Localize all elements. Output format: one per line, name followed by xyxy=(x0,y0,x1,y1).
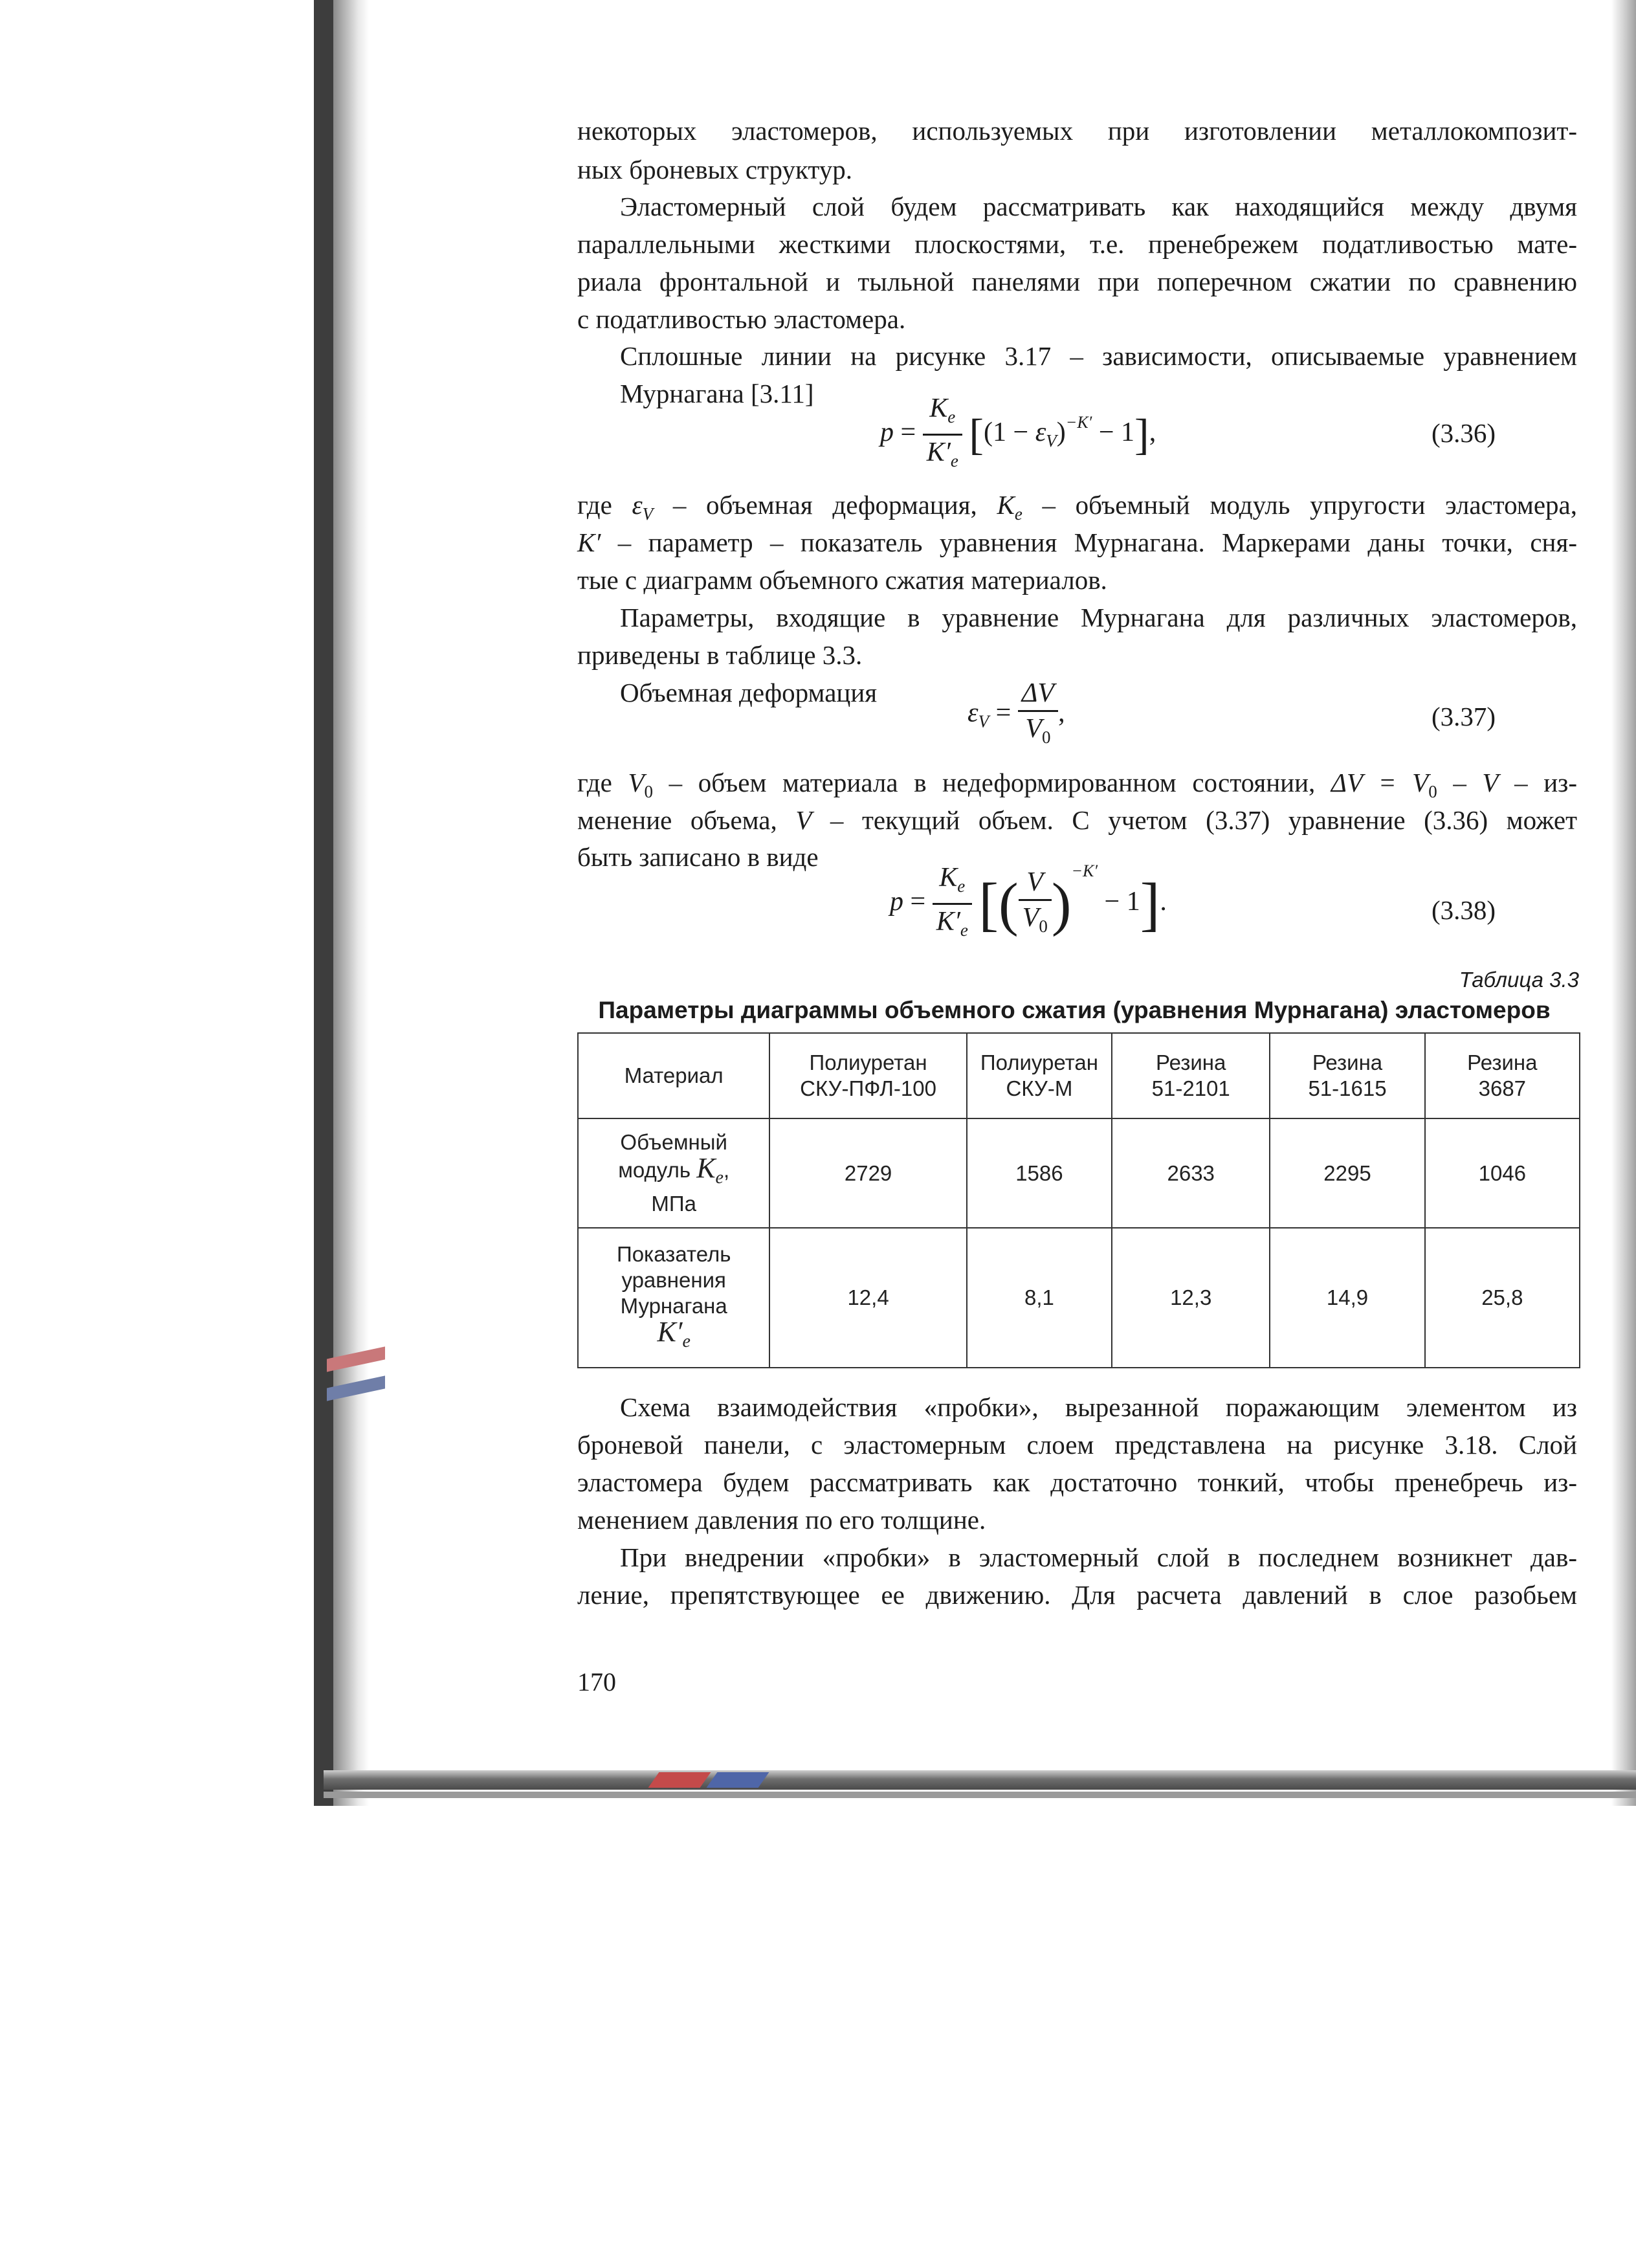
table-header-cell: Резина 51-2101 xyxy=(1112,1033,1270,1118)
equation-3-36: p = $\frac{K_e}{K'_e}$ $[(1 - \varepsilon_V)^{-K'} - 1]$, xyxy=(880,392,1156,478)
text-line: Схема взаимодействия «пробки», вырезанной поражающим элементом из xyxy=(620,1392,1577,1422)
equation-number: (3.38) xyxy=(1432,895,1496,925)
text-line: быть записано в виде xyxy=(577,842,819,872)
text-line: параллельными жесткими плоскостями, т.е. пренебрежем податливостью мате- xyxy=(577,229,1577,259)
equation-number: (3.36) xyxy=(1432,418,1496,448)
table-cell: 1046 xyxy=(1425,1118,1580,1228)
text-line: При внедрении «пробки» в эластомерный слой в последнем возникнет дав- xyxy=(620,1542,1577,1572)
table-cell: 1586 xyxy=(967,1118,1112,1228)
table-row-label: Показатель уравнения Мурнагана $K'_e$ xyxy=(578,1228,769,1368)
text-line: некоторых эластомеров, используемых при изготовлении металлокомпозит- xyxy=(577,116,1577,146)
text-line: Параметры, входящие в уравнение Мурнагана для различных эластомеров, xyxy=(620,603,1577,632)
table-row-label: Объемный модуль $K_e$, МПа xyxy=(578,1118,769,1228)
table-cell: 8,1 xyxy=(967,1228,1112,1368)
table-header-cell: Материал xyxy=(578,1033,769,1118)
equation-number: (3.37) xyxy=(1432,702,1496,731)
text-line: ление, препятствующее ее движению. Для расчета давлений в слое разобьем xyxy=(577,1580,1577,1610)
table-cell: 2295 xyxy=(1270,1118,1424,1228)
table-header-row xyxy=(578,1033,1580,1118)
text-line: менением давления по его толщине. xyxy=(577,1505,986,1535)
table-title: Параметры диаграммы объемного сжатия (уравнения Мурнагана) эластомеров xyxy=(598,997,1551,1023)
text-line: приведены в таблице 3.3. xyxy=(577,640,863,670)
table-cell: 2729 xyxy=(769,1118,966,1228)
table-cell: 14,9 xyxy=(1270,1228,1424,1368)
text-line: с податливостью эластомера. xyxy=(577,304,906,334)
table-row xyxy=(578,1118,1580,1228)
text-line: K′ – параметр – показатель уравнения Мурнагана. Маркерами даны точки, сня- xyxy=(577,528,1577,557)
text-line: Сплошные линии на рисунке 3.17 – зависимости, описываемые уравнением xyxy=(620,341,1577,371)
page-number: 170 xyxy=(577,1667,616,1696)
text-line: ных броневых структур. xyxy=(577,155,852,184)
text-line: Эластомерный слой будем рассматривать как находящийся между двумя xyxy=(620,192,1577,221)
text-line: где $V_0$ – объем материала в недеформированном состоянии, $\Delta V = V_0 - V - из-$ xyxy=(577,768,1577,801)
equation-3-37: $\varepsilon_V$ = $\frac{\Delta V}{V_0}$ , xyxy=(967,676,1065,754)
parameters-table xyxy=(577,1032,1580,1368)
table-header-cell: Резина 51-1615 xyxy=(1270,1033,1424,1118)
table-header-cell: Резина 3687 xyxy=(1425,1033,1580,1118)
table-header-cell: Полиуретан СКУ-ПФЛ-100 xyxy=(769,1033,966,1118)
text-line: Объемная деформация xyxy=(620,678,878,707)
text-line: где $\varepsilon_V$ – объемная деформация, $K_e$ – объемный модуль упругости эластомера, xyxy=(577,490,1577,524)
table-cell: 12,3 xyxy=(1112,1228,1270,1368)
equation-3-38: p = $\frac{K_e}{K'_e}$ [( $\frac{V}{V_0}$ )$^{-K'}$ − 1]. xyxy=(890,862,1167,940)
text-line: Мурнагана [3.11] xyxy=(620,379,814,408)
table-header-cell: Полиуретан СКУ-М xyxy=(967,1033,1112,1118)
table-cell: 2633 xyxy=(1112,1118,1270,1228)
text-line: броневой панели, с эластомерным слоем представлена на рисунке 3.18. Слой xyxy=(577,1430,1577,1460)
text-line: менение объема, V – текущий объем. С учетом (3.37) уравнение (3.36) может xyxy=(577,805,1578,835)
text-line: тые с диаграмм объемного сжатия материалов. xyxy=(577,565,1107,595)
table-row xyxy=(578,1228,1580,1368)
table-cell: 25,8 xyxy=(1425,1228,1580,1368)
text-line: эластомера будем рассматривать как достаточно тонкий, чтобы пренебречь из- xyxy=(577,1467,1577,1497)
table-caption: Таблица 3.3 xyxy=(1459,968,1579,992)
table-cell: 12,4 xyxy=(769,1228,966,1368)
text-line: риала фронтальной и тыльной панелями при поперечном сжатии по сравнению xyxy=(577,267,1577,296)
